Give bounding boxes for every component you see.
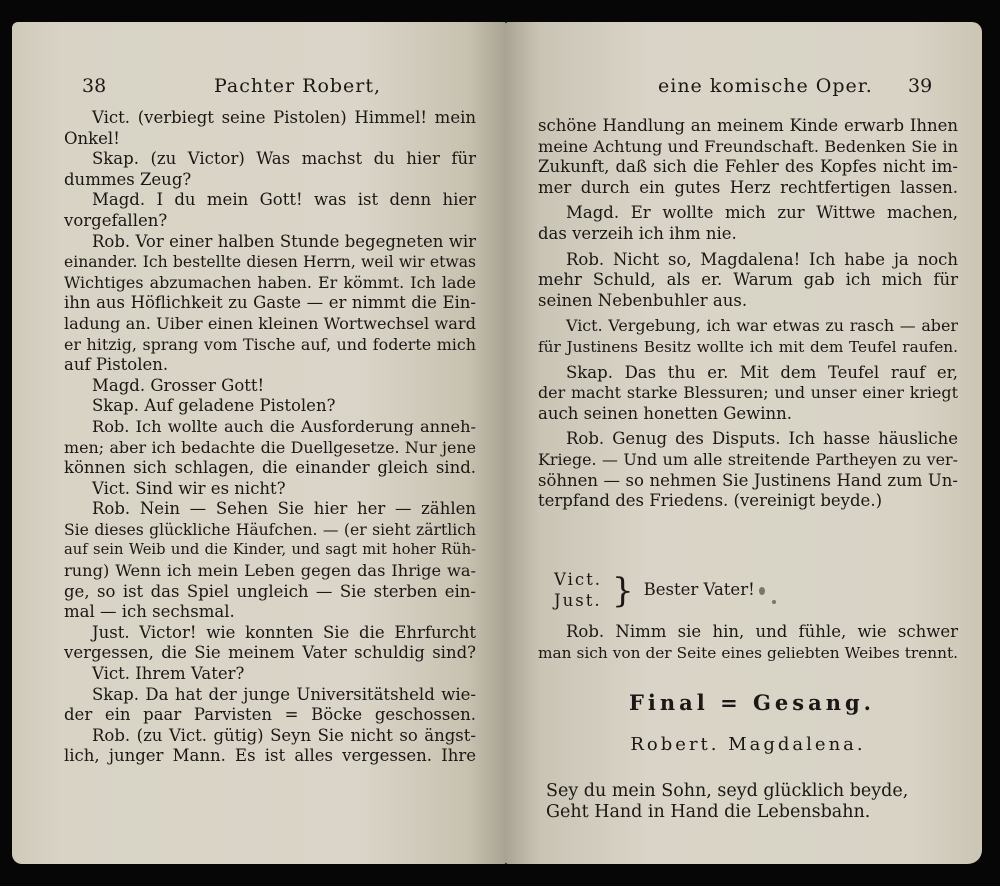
text-line: auch seinen honetten Gewinn. bbox=[538, 403, 793, 423]
text-line: der ein paar Parvisten = Böcke geschossen. bbox=[64, 705, 476, 725]
final-speakers: Robert. Magdalena. bbox=[630, 734, 866, 755]
right-page bbox=[506, 22, 982, 864]
text-line: Rob. Nimm sie hin, und fühle, wie schwer bbox=[566, 622, 958, 641]
text-line: lich, junger Mann. Es ist alles vergessen. Ihre bbox=[64, 746, 476, 766]
left-page-number: 38 bbox=[82, 75, 107, 97]
text-line: Skap. Da hat der junge Universitätsheld wie- bbox=[92, 684, 476, 704]
text-line: Zukunft, daß sich die Fehler des Kopfes nicht im- bbox=[538, 157, 958, 177]
text-line: einander. Ich bestellte diesen Herrn, weil wir etwas bbox=[64, 253, 476, 272]
duet-speaker: Just. bbox=[554, 590, 602, 610]
text-line: Magd. Grosser Gott! bbox=[92, 375, 265, 395]
text-line: Rob. Genug des Disputs. Ich hasse häusliche bbox=[566, 429, 958, 449]
text-line: Just. Victor! wie konnten Sie die Ehrfurcht bbox=[92, 622, 476, 642]
text-line: ge, so ist das Spiel ungleich — Sie sterben ein- bbox=[64, 581, 476, 601]
song-lines bbox=[546, 780, 966, 821]
text-line: mer durch ein gutes Herz rechtfertigen lassen. bbox=[538, 177, 958, 197]
text-line: Rob. Nein — Sehen Sie hier her — zählen bbox=[92, 499, 476, 519]
text-line: er hitzig, sprang vom Tische auf, und foderte mich bbox=[64, 334, 476, 354]
duet-block bbox=[554, 570, 934, 611]
ink-stain bbox=[772, 600, 776, 604]
text-line: rung) Wenn ich mein Leben gegen das Ihrige wa- bbox=[64, 561, 476, 581]
text-line: Rob. Vor einer halben Stunde begegneten wir bbox=[92, 231, 476, 251]
duet-speaker: Vict. bbox=[554, 570, 603, 589]
right-running-head: eine komische Oper. bbox=[658, 75, 873, 97]
text-line: für Justinens Besitz wollte ich mit dem Teufel raufen. bbox=[538, 337, 958, 356]
right-body-text bbox=[538, 116, 958, 512]
text-line: men; aber ich bedachte die Duellgesetze. Nur jene bbox=[64, 437, 476, 457]
ink-stain bbox=[759, 587, 765, 595]
text-line: Rob. Ich wollte auch die Ausforderung anneh- bbox=[92, 416, 476, 436]
text-line: vergessen, die Sie meinem Vater schuldig sind? bbox=[64, 643, 476, 663]
final-title: Final = Gesang. bbox=[629, 690, 875, 715]
text-line: vorgefallen? bbox=[64, 210, 168, 230]
text-line: Sie dieses glückliche Häufchen. — (er sieht zärtlich bbox=[64, 520, 476, 539]
text-line: ladung an. Uiber einen kleinen Wortwechsel ward bbox=[64, 313, 476, 333]
right-page-number: 39 bbox=[908, 75, 933, 97]
text-line: auf sein Weib und die Kinder, und sagt mit hoher Rüh- bbox=[64, 541, 476, 559]
text-line: söhnen — so nehmen Sie Justinens Hand zum Un- bbox=[538, 470, 958, 490]
left-page bbox=[12, 22, 506, 864]
text-line: Geht Hand in Hand die Lebensbahn. bbox=[546, 801, 871, 822]
text-line: mal — ich sechsmal. bbox=[64, 602, 235, 622]
text-line: mehr Schuld, als er. Warum gab ich mich für bbox=[538, 270, 958, 290]
text-line: auf Pistolen. bbox=[64, 355, 169, 375]
text-line: Skap. (zu Victor) Was machst du hier für bbox=[92, 149, 476, 169]
text-line: Rob. (zu Vict. gütig) Seyn Sie nicht so ängst- bbox=[92, 725, 476, 745]
left-running-head: Pachter Robert, bbox=[214, 75, 382, 97]
text-line: das verzeih ich ihm nie. bbox=[538, 223, 737, 243]
text-line: dummes Zeug? bbox=[64, 169, 192, 189]
text-line: Magd. I du mein Gott! was ist denn hier bbox=[92, 190, 476, 210]
text-line: Vict. Vergebung, ich war etwas zu rasch — aber bbox=[566, 316, 958, 336]
text-line: Wichtiges abzumachen haben. Er kömmt. Ich lade bbox=[64, 272, 476, 292]
text-line: der macht starke Blessuren; und unser einer kriegt bbox=[538, 383, 958, 403]
text-line: meine Achtung und Freundschaft. Bedenken Sie in bbox=[538, 136, 958, 156]
brace-glyph: } bbox=[612, 570, 634, 611]
text-line: können sich schlagen, die einander gleich sind. bbox=[64, 458, 476, 478]
text-line: ihn aus Höflichkeit zu Gaste — er nimmt die Ein- bbox=[64, 293, 476, 313]
text-line: Vict. (verbiegt seine Pistolen) Himmel! mein bbox=[92, 108, 476, 127]
text-line: Rob. Nicht so, Magdalena! Ich habe ja noch bbox=[566, 249, 958, 269]
text-line: schöne Handlung an meinem Kinde erwarb Ihnen bbox=[538, 116, 958, 135]
text-line: Skap. Das thu er. Mit dem Teufel rauf er, bbox=[566, 362, 958, 382]
text-line: Sey du mein Sohn, seyd glücklich beyde, bbox=[546, 781, 909, 801]
text-line: Skap. Auf geladene Pistolen? bbox=[92, 396, 336, 416]
text-line: Kriege. — Und um alle streitende Partheyen zu ver- bbox=[538, 449, 958, 469]
text-line: seinen Nebenbuhler aus. bbox=[538, 290, 748, 310]
text-line: Magd. Er wollte mich zur Wittwe machen, bbox=[566, 203, 958, 223]
text-line: man sich von der Seite eines geliebten Weibes trennt. bbox=[538, 643, 958, 662]
text-line: Vict. Sind wir es nicht? bbox=[92, 478, 286, 498]
closing-lines bbox=[538, 622, 958, 663]
text-line: Onkel! bbox=[64, 128, 120, 148]
text-line: terpfand des Friedens. (vereinigt beyde.) bbox=[538, 491, 883, 511]
left-body-text bbox=[64, 108, 476, 767]
text-line: Vict. Ihrem Vater? bbox=[92, 664, 245, 684]
duet-line: Bester Vater! bbox=[643, 580, 755, 600]
